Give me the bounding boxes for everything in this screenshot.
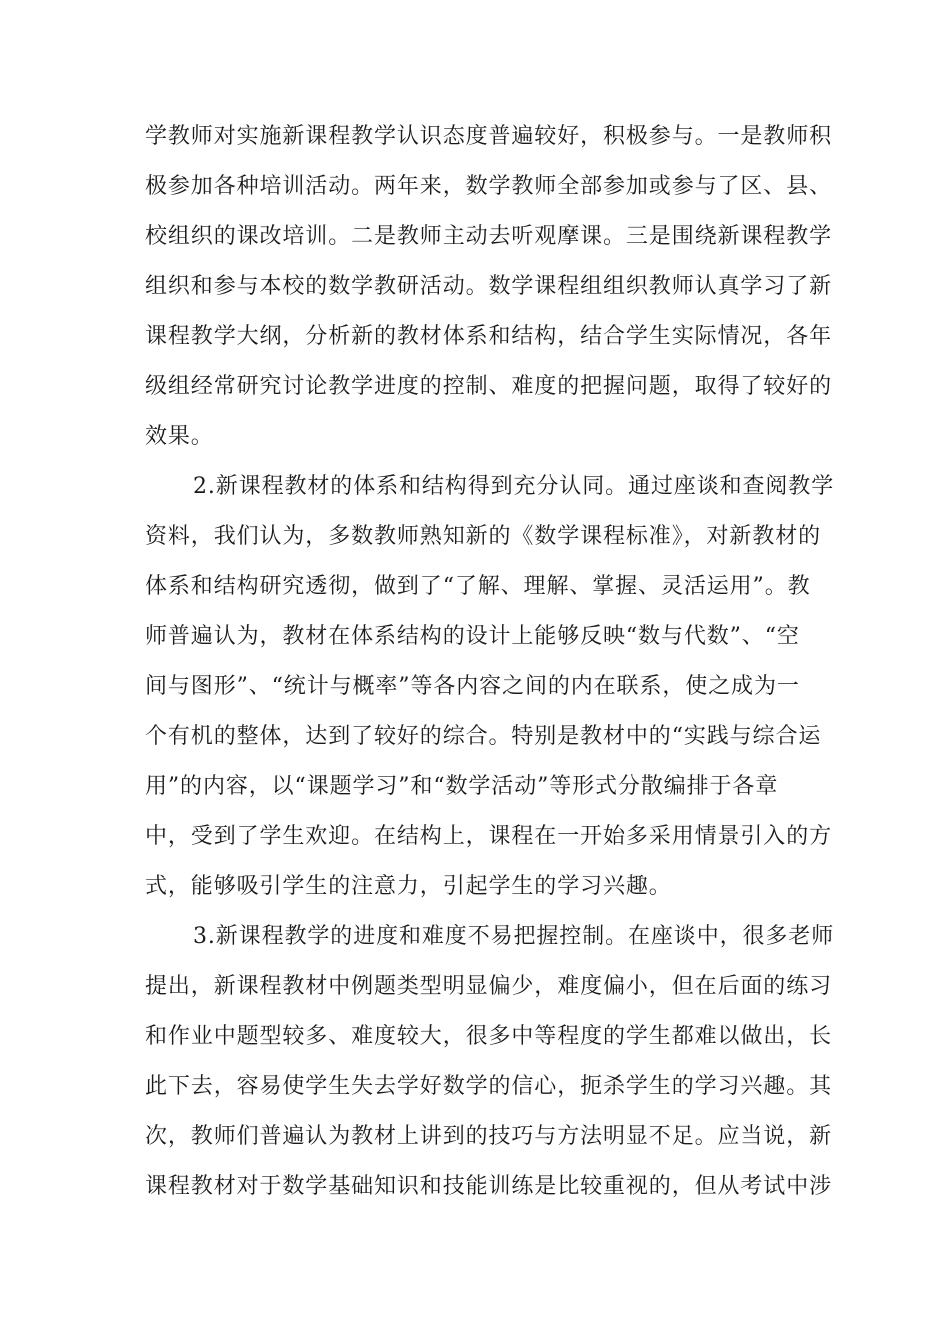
text-line: 校组织的课改培训。二是教师主动去听观摩课。三是围绕新课程教学 [145, 224, 833, 249]
text-line: 极参加各种培训活动。两年来，数学教师全部参加或参与了区、县、 [145, 174, 833, 199]
text-line: 次，教师们普遍认为教材上讲到的技巧与方法明显不足。应当说，新 [145, 1124, 833, 1149]
text-line: 提出，新课程教材中例题类型明显偏少，难度偏小，但在后面的练习 [145, 974, 833, 999]
text-line: 间与图形”、“统计与概率”等各内容之间的内在联系，使之成为一 [145, 674, 800, 699]
text-line: 师普遍认为，教材在体系结构的设计上能够反映“数与代数”、“空 [145, 624, 800, 649]
text-line: 此下去，容易使学生失去学好数学的信心，扼杀学生的学习兴趣。其 [145, 1074, 833, 1099]
text-line: 式，能够吸引学生的注意力，引起学生的学习兴趣。 [145, 874, 672, 899]
paragraph-2-first-line: 2.新课程教材的体系和结构得到充分认同。通过座谈和查阅教学 [193, 474, 835, 499]
text-line: 资料，我们认为，多数教师熟知新的《数学课程标准》，对新教材的 [145, 524, 822, 549]
text-line: 效果。 [145, 424, 214, 449]
text-line: 组织和参与本校的数学教研活动。数学课程组组织教师认真学习了新 [145, 274, 833, 299]
text-line: 和作业中题型较多、难度较大，很多中等程度的学生都难以做出，长 [145, 1024, 833, 1049]
text-line: 学教师对实施新课程教学认识态度普遍较好，积极参与。一是教师积 [145, 124, 833, 149]
text-line: 级组经常研究讨论教学进度的控制、难度的把握问题，取得了较好的 [145, 374, 833, 399]
text-line: 体系和结构研究透彻，做到了“了解、理解、掌握、灵活运用”。教 [145, 574, 811, 599]
text-line: 用”的内容，以“课题学习”和“数学活动”等形式分散编排于各章 [145, 774, 779, 799]
text-line: 个有机的整体，达到了较好的综合。特别是教材中的“实践与综合运 [145, 724, 822, 749]
text-line: 课程教学大纲，分析新的教材体系和结构，结合学生实际情况，各年 [145, 324, 833, 349]
paragraph-3-first-line: 3.新课程教学的进度和难度不易把握控制。在座谈中，很多老师 [193, 924, 835, 949]
text-line: 中，受到了学生欢迎。在结构上，课程在一开始多采用情景引入的方 [145, 824, 833, 849]
text-line: 课程教材对于数学基础知识和技能训练是比较重视的，但从考试中涉 [145, 1174, 833, 1199]
